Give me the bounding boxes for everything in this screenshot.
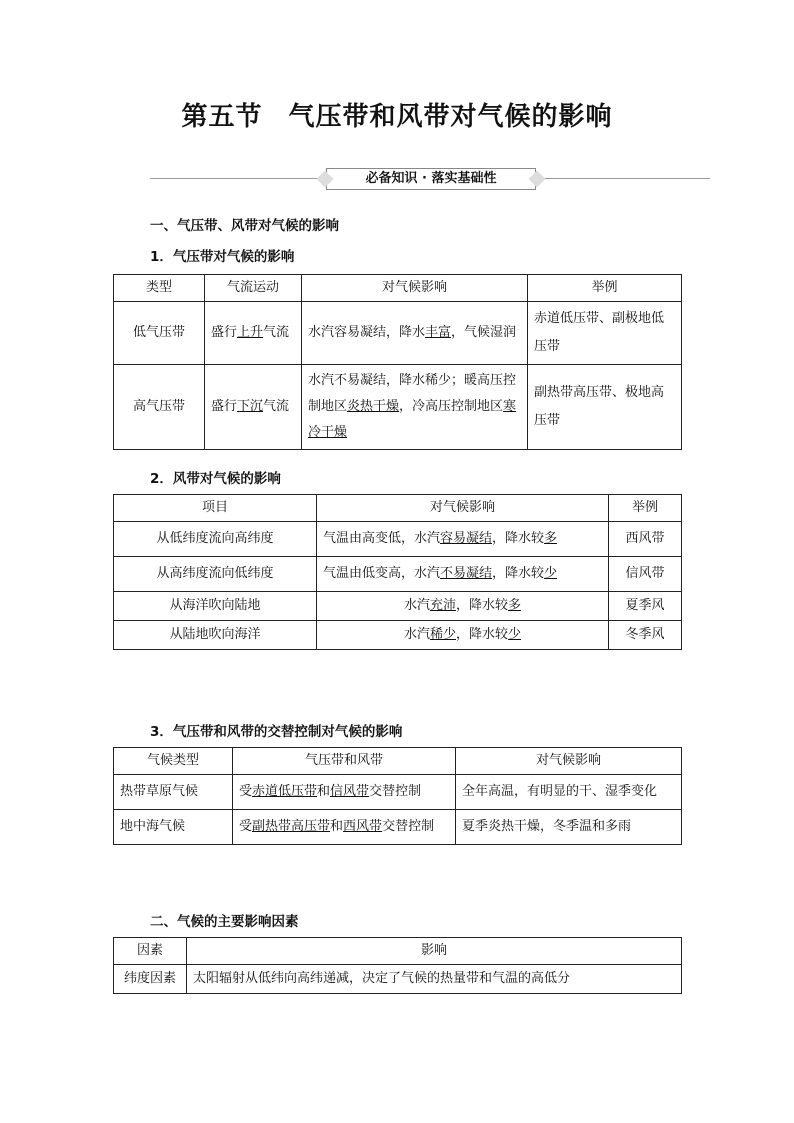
- table-header-row: [114, 275, 682, 302]
- example-cell: 冬季风: [609, 621, 682, 650]
- header-cell: 类型: [114, 275, 205, 302]
- subheading-2: 2．风带对气候的影响: [150, 471, 281, 487]
- header-cell: 举例: [528, 275, 682, 302]
- example-cell: 夏季风: [609, 592, 682, 621]
- section-banner: [150, 168, 710, 190]
- effect-cell: 气温由高变低，水汽容易凝结，降水较多: [317, 522, 609, 557]
- header-cell: 对气候影响: [456, 748, 682, 775]
- effect-cell: 夏季炎热干燥，冬季温和多雨: [456, 810, 682, 845]
- header-cell: 气流运动: [205, 275, 302, 302]
- effect-cell: 水汽容易凝结，降水丰富，气候湿润: [302, 302, 528, 365]
- climate-type-cell: 热带草原气候: [114, 775, 233, 810]
- effect-cell: 气温由低变高，水汽不易凝结，降水较少: [317, 557, 609, 592]
- table-header-row: [114, 748, 682, 775]
- example-cell: 赤道低压带、副极地低压带: [528, 302, 682, 365]
- banner-rule-left: [150, 178, 326, 179]
- effect-cell: 水汽充沛，降水较多: [317, 592, 609, 621]
- table-row: [114, 810, 682, 845]
- item-cell: 从低纬度流向高纬度: [114, 522, 317, 557]
- table-row: [114, 522, 682, 557]
- effect-cell: 全年高温，有明显的干、湿季变化: [456, 775, 682, 810]
- factor-cell: 纬度因素: [114, 965, 187, 994]
- table-row: [114, 592, 682, 621]
- wind-belt-table: [113, 494, 682, 650]
- table-row: [114, 775, 682, 810]
- belt-cell: 受副热带高压带和西风带交替控制: [233, 810, 456, 845]
- subheading-3: 3．气压带和风带的交替控制对气候的影响: [150, 724, 403, 740]
- section-title: 气压带和风带对气候的影响: [288, 102, 613, 132]
- header-cell: 对气候影响: [302, 275, 528, 302]
- header-cell: 对气候影响: [317, 495, 609, 522]
- belt-cell: 受赤道低压带和信风带交替控制: [233, 775, 456, 810]
- header-cell: 气候类型: [114, 748, 233, 775]
- banner-label: 必备知识 · 落实基础性: [326, 168, 536, 190]
- subheading-1: 1．气压带对气候的影响: [150, 249, 295, 265]
- table-row: [114, 557, 682, 592]
- effect-cell: 太阳辐射从低纬向高纬递减，决定了气候的热量带和气温的高低分: [187, 965, 682, 994]
- example-cell: 副热带高压带、极地高压带: [528, 365, 682, 450]
- airflow-cell: 盛行下沉气流: [205, 365, 302, 450]
- effect-cell: 水汽稀少，降水较少: [317, 621, 609, 650]
- banner-rule-right: [536, 178, 710, 179]
- header-cell: 气压带和风带: [233, 748, 456, 775]
- type-cell: 高气压带: [114, 365, 205, 450]
- type-cell: 低气压带: [114, 302, 205, 365]
- header-cell: 影响: [187, 938, 682, 965]
- alternating-control-table: [113, 747, 682, 845]
- header-cell: 项目: [114, 495, 317, 522]
- example-cell: 信风带: [609, 557, 682, 592]
- example-cell: 西风带: [609, 522, 682, 557]
- page-title: [0, 96, 794, 133]
- climate-factors-table: [113, 937, 682, 994]
- header-cell: 因素: [114, 938, 187, 965]
- table-row: [114, 621, 682, 650]
- item-cell: 从陆地吹向海洋: [114, 621, 317, 650]
- climate-type-cell: 地中海气候: [114, 810, 233, 845]
- table-header-row: [114, 495, 682, 522]
- table-header-row: [114, 938, 682, 965]
- table-row: [114, 302, 682, 365]
- pressure-belt-table: [113, 274, 682, 450]
- table-row: [114, 365, 682, 450]
- heading-section-1: 一、气压带、风带对气候的影响: [150, 218, 339, 234]
- table-row: [114, 965, 682, 994]
- effect-cell: 水汽不易凝结，降水稀少；暖高压控制地区炎热干燥，冷高压控制地区寒冷干燥: [302, 365, 528, 450]
- item-cell: 从海洋吹向陆地: [114, 592, 317, 621]
- item-cell: 从高纬度流向低纬度: [114, 557, 317, 592]
- airflow-cell: 盛行上升气流: [205, 302, 302, 365]
- section-number: 第五节: [181, 102, 263, 132]
- header-cell: 举例: [609, 495, 682, 522]
- heading-section-2: 二、气候的主要影响因素: [150, 914, 299, 930]
